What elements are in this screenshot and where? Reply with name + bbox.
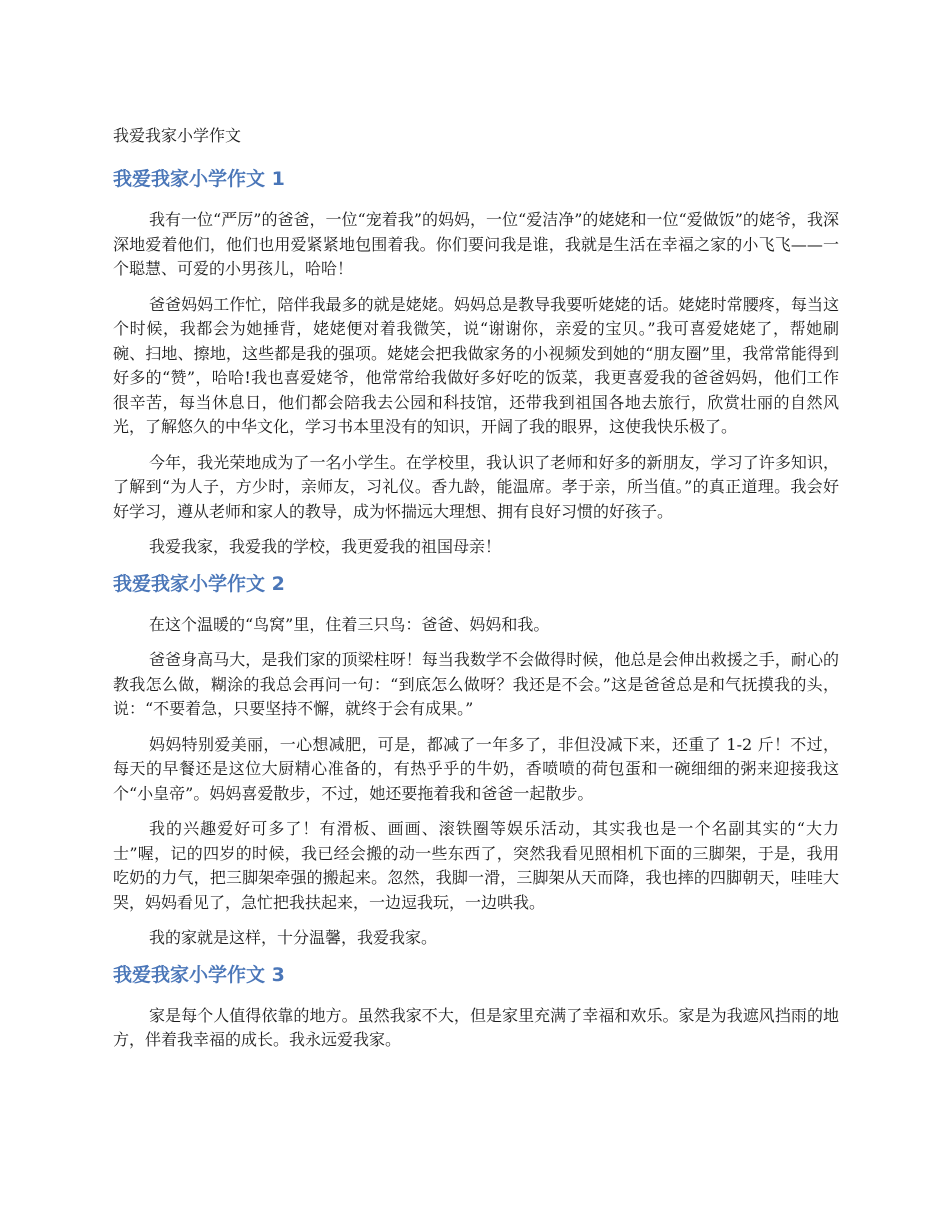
paragraph: 爸爸妈妈工作忙，陪伴我最多的就是姥姥。妈妈总是教导我要听姥姥的话。姥姥时常腰疼，每当这个时候，我都会为她捶背，姥姥便对着我微笑，说“谢谢你，亲爱的宝贝。”我可喜爱姥姥了，帮她刷碗、扫地、擦地，这些都是我的强项。姥姥会把我做家务的小视频发到她的“朋友圈”里，我常常能得到好多的“赞”，哈哈!我也喜爱姥爷，他常常给我做好多好吃的饭菜，我更喜爱我的爸爸妈妈，他们工作很辛苦，每当休息日，他们都会陪我去公园和科技馆，还带我到祖国各地去旅行，欣赏壮丽的自然风光，了解悠久的中华文化，学习书本里没有的知识，开阔了我的眼界，这使我快乐极了。 xyxy=(113,294,839,436)
paragraph: 在这个温暖的“鸟窝”里，住着三只鸟：爸爸、妈妈和我。 xyxy=(149,614,550,634)
essay-section-1 xyxy=(113,166,839,560)
document-page xyxy=(113,124,839,1064)
paragraph: 爸爸身高马大，是我们家的顶梁柱呀！每当我数学不会做得时候，他总是会伸出救援之手，耐心的教我怎么做，糊涂的我总会再问一句：“到底怎么做呀？我还是不会。”这是爸爸总是和气抚摸我的头，说：“不要着急，只要坚持不懈，就终于会有成果。” xyxy=(113,650,839,718)
paragraph: 家是每个人值得依靠的地方。虽然我家不大，但是家里充满了幸福和欢乐。家是为我遮风挡雨的地方，伴着我幸福的成长。我永远爱我家。 xyxy=(113,1005,839,1049)
document-title: 我爱我家小学作文 xyxy=(113,126,242,145)
paragraph: 我有一位“严厉”的爸爸，一位“宠着我”的妈妈，一位“爱洁净”的姥姥和一位“爱做饭”的姥爷，我深深地爱着他们，他们也用爱紧紧地包围着我。你们要问我是谁，我就是生活在幸福之家的小飞飞——一个聪慧、可爱的小男孩儿，哈哈！ xyxy=(113,210,839,278)
essay-section-2 xyxy=(113,571,839,951)
section-heading: 我爱我家小学作文 2 xyxy=(113,572,285,595)
paragraph: 妈妈特别爱美丽，一心想减肥，可是，都减了一年多了，非但没减下来，还重了 1-2 斤！不过，每天的早餐还是这位大厨精心准备的，有热乎乎的牛奶，香喷喷的荷包蛋和一碗细细的粥来迎接我这个“小皇帝”。妈妈喜爱散步，不过，她还要拖着我和爸爸一起散步。 xyxy=(113,734,839,803)
section-heading: 我爱我家小学作文 3 xyxy=(113,963,285,986)
paragraph: 我的兴趣爱好可多了！有滑板、画画、滚铁圈等娱乐活动，其实我也是一个名副其实的“大力士”喔，记的四岁的时候，我已经会搬的动一些东西了，突然我看见照相机下面的三脚架，于是，我用吃奶的力气，把三脚架牵强的搬起来。忽然，我脚一滑，三脚架从天而降，我也摔的四脚朝天，哇哇大哭，妈妈看见了，急忙把我扶起来，一边逗我玩，一边哄我。 xyxy=(113,819,839,912)
essay-section-3 xyxy=(113,962,839,1053)
paragraph: 我爱我家，我爱我的学校，我更爱我的祖国母亲！ xyxy=(149,537,502,556)
section-heading: 我爱我家小学作文 1 xyxy=(113,168,285,190)
paragraph: 今年，我光荣地成为了一名小学生。在学校里，我认识了老师和好多的新朋友，学习了许多知识，了解到“为人子，方少时，亲师友，习礼仪。香九龄，能温席。孝于亲，所当值。”的真正道理。我会好好学习，遵从老师和家人的教导，成为怀揣远大理想、拥有良好习惯的好孩子。 xyxy=(113,452,839,521)
paragraph: 我的家就是这样，十分温馨，我爱我家。 xyxy=(149,928,438,947)
